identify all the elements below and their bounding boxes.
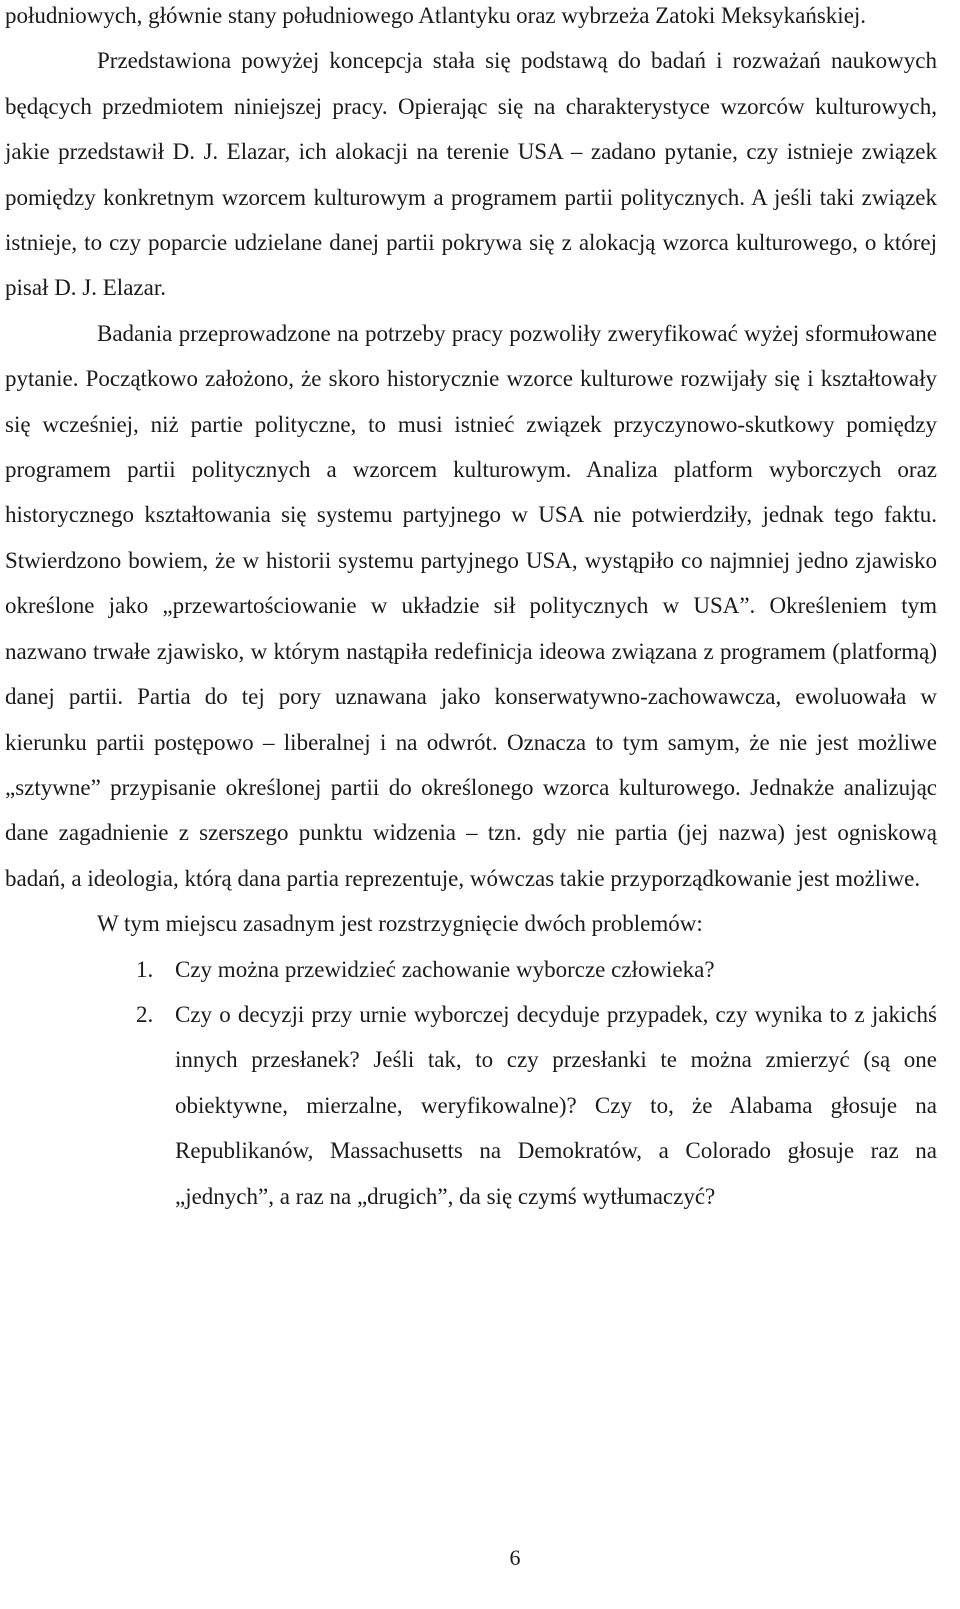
list-item xyxy=(5,947,937,992)
document-page xyxy=(5,0,937,1219)
problems-list xyxy=(5,947,937,1219)
page-number: 6 xyxy=(509,1545,521,1570)
list-item-number: 2. xyxy=(136,1001,154,1027)
paragraph-continuation: południowych, głównie stany południowego Atlantyku oraz wybrzeża Zatoki Meksykańskiej. xyxy=(5,3,867,28)
list-item-text: Czy można przewidzieć zachowanie wyborcze człowieka? xyxy=(175,956,715,982)
paragraph-research-results: Badania przeprowadzone na potrzeby pracy pozwoliły zweryfikować wyżej sformułowane pytanie. Początkowo założono, że skoro historycznie wzorce kulturowe rozwijały się i kształtowały się wcześniej, niż partie polityczne, to musi istnieć związek przyczynowo-skutkowy pomiędzy programem partii politycznych a wzorcem kulturowym. Analiza platform wyborczych oraz historycznego kształtowania się systemu partyjnego w USA nie potwierdziły, jednak tego faktu. Stwierdzono bowiem, że w historii systemu partyjnego USA, wystąpiło co najmniej jedno zjawisko określone jako „przewartościowanie w układzie sił politycznych w USA”. Określeniem tym nazwano trwałe zjawisko, w którym nastąpiła redefinicja ideowa związana z programem (platformą) danej partii. Partia do tej pory uznawana jako konserwatywno-zachowawcza, ewoluowała w kierunku partii postępowo – liberalnej i na odwrót. Oznacza to tym samym, że nie jest możliwe „sztywne” przypisanie określonej partii do określonego wzorca kulturowego. Jednakże analizując dane zagadnienie z szerszego punktu widzenia – tzn. gdy nie partia (jej nazwa) jest ogniskową badań, a ideologia, którą dana partia reprezentuje, wówczas takie przyporządkowanie jest możliwe. xyxy=(5,320,937,891)
list-item-text: Czy o decyzji przy urnie wyborczej decyduje przypadek, czy wynika to z jakichś innych przesłanek? Jeśli tak, to czy przesłanki te można zmierzyć (są one obiektywne, mierzalne, weryfikowalne)? Czy to, że Alabama głosuje na Republikanów, Massachusetts na Demokratów, a Colorado głosuje raz na „jednych”, a raz na „drugich”, da się czymś wytłumaczyć? xyxy=(175,1001,937,1209)
list-item xyxy=(5,992,937,1219)
paragraph-problems-intro: W tym miejscu zasadnym jest rozstrzygnięcie dwóch problemów: xyxy=(97,911,703,937)
paragraph-research-question: Przedstawiona powyżej koncepcja stała się podstawą do badań i rozważań naukowych będących przedmiotem niniejszej pracy. Opierając się na charakterystyce wzorców kulturowych, jakie przedstawił D. J. Elazar, ich alokacji na terenie USA – zadano pytanie, czy istnieje związek pomiędzy konkretnym wzorcem kulturowym a programem partii politycznych. A jeśli taki związek istnieje, to czy poparcie udzielane danej partii pokrywa się z alokacją wzorca kulturowego, o której pisał D. J. Elazar. xyxy=(5,48,937,301)
list-item-number: 1. xyxy=(136,956,154,982)
